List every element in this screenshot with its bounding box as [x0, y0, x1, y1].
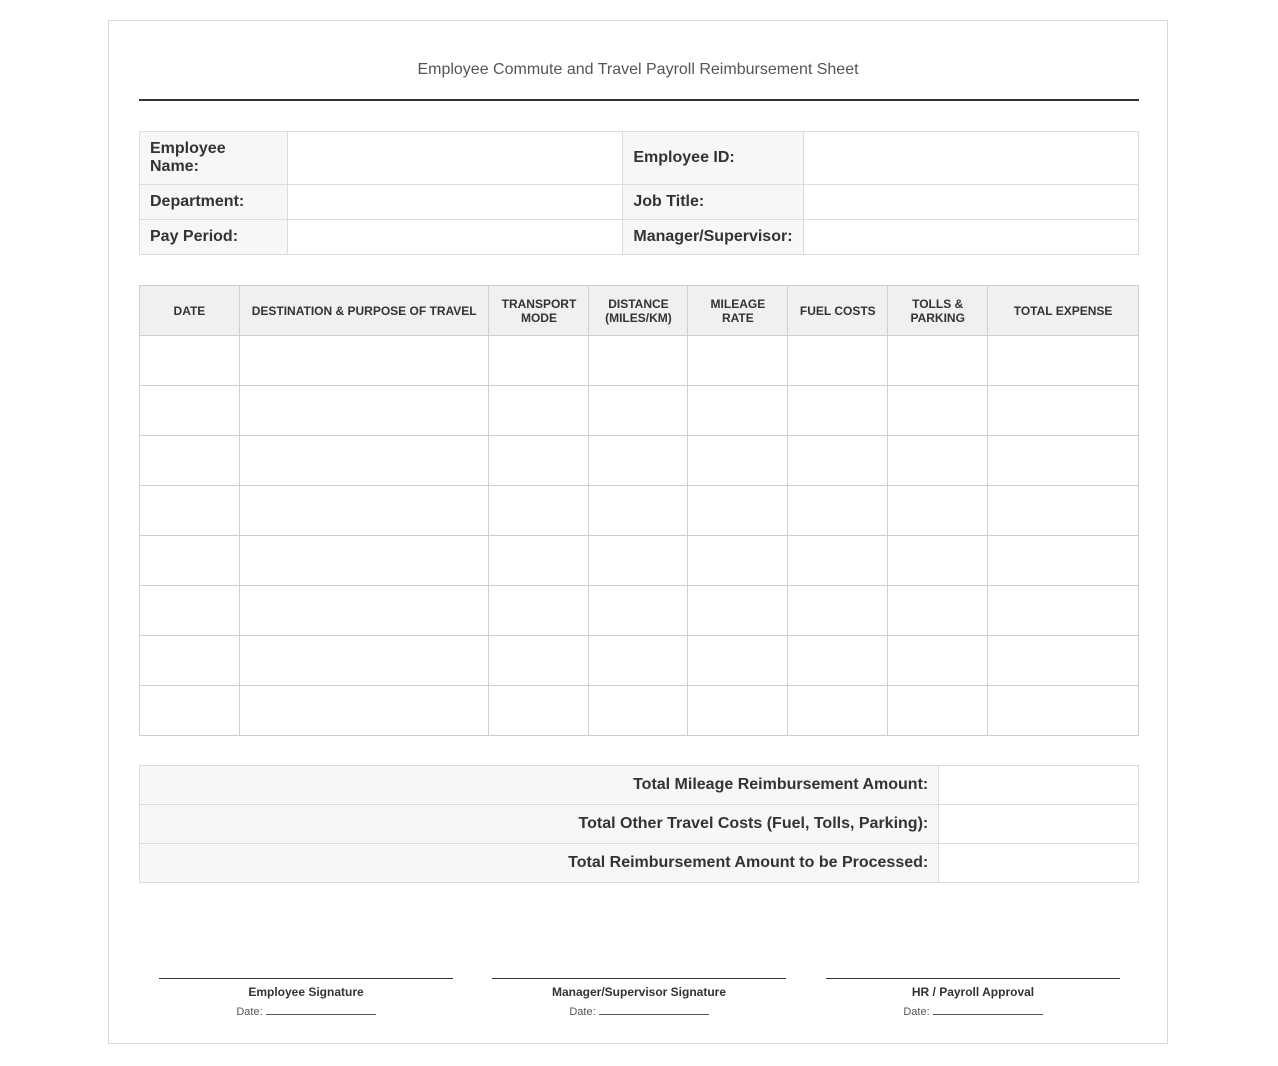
- table-cell[interactable]: [489, 636, 589, 686]
- table-cell[interactable]: [489, 486, 589, 536]
- table-cell[interactable]: [589, 586, 688, 636]
- table-cell[interactable]: [888, 336, 988, 386]
- department-field[interactable]: [287, 185, 622, 220]
- department-label: Department:: [140, 185, 288, 220]
- table-cell[interactable]: [688, 686, 788, 736]
- table-cell[interactable]: [988, 486, 1139, 536]
- employee-id-field[interactable]: [803, 132, 1138, 185]
- total-mileage-label: Total Mileage Reimbursement Amount:: [140, 766, 939, 805]
- job-title-label: Job Title:: [623, 185, 803, 220]
- table-cell[interactable]: [988, 586, 1139, 636]
- table-cell[interactable]: [140, 486, 240, 536]
- table-cell[interactable]: [988, 536, 1139, 586]
- table-cell[interactable]: [888, 386, 988, 436]
- signature-line[interactable]: [492, 978, 786, 979]
- column-header-destination: DESTINATION & PURPOSE OF TRAVEL: [239, 286, 489, 336]
- table-cell[interactable]: [239, 586, 489, 636]
- manager-signature-date: [492, 1004, 786, 1018]
- table-row: [140, 536, 1139, 586]
- signature-line[interactable]: [826, 978, 1120, 979]
- table-cell[interactable]: [140, 686, 240, 736]
- table-row: [140, 336, 1139, 386]
- table-cell[interactable]: [888, 436, 988, 486]
- employee-signature-date: [159, 1004, 453, 1018]
- total-reimbursement-field[interactable]: [939, 844, 1139, 883]
- table-cell[interactable]: [140, 636, 240, 686]
- page-title: Employee Commute and Travel Payroll Reimbursement Sheet: [417, 61, 859, 78]
- table-row: [140, 486, 1139, 536]
- hr-approval-label: HR / Payroll Approval: [911, 985, 1035, 999]
- employee-id-label: Employee ID:: [623, 132, 803, 185]
- column-header-distance: DISTANCE (MILES/KM): [589, 286, 688, 336]
- table-cell[interactable]: [489, 386, 589, 436]
- table-cell[interactable]: [688, 486, 788, 536]
- table-cell[interactable]: [489, 536, 589, 586]
- table-cell[interactable]: [688, 536, 788, 586]
- table-cell[interactable]: [239, 486, 489, 536]
- table-cell[interactable]: [888, 636, 988, 686]
- table-cell[interactable]: [589, 436, 688, 486]
- date-label: Date:: [903, 1006, 930, 1018]
- table-cell[interactable]: [140, 436, 240, 486]
- table-header-row: [140, 286, 1139, 336]
- table-cell[interactable]: [589, 686, 688, 736]
- table-cell[interactable]: [688, 436, 788, 486]
- table-cell[interactable]: [489, 686, 589, 736]
- total-reimbursement-row: [140, 844, 1139, 883]
- table-cell[interactable]: [239, 536, 489, 586]
- table-cell[interactable]: [589, 486, 688, 536]
- column-header-transport-mode: TRANSPORT MODE: [489, 286, 589, 336]
- column-header-total-expense: TOTAL EXPENSE: [988, 286, 1139, 336]
- column-header-mileage-rate: MILEAGE RATE: [688, 286, 788, 336]
- table-cell[interactable]: [788, 536, 888, 586]
- date-label: Date:: [569, 1006, 596, 1018]
- table-cell[interactable]: [888, 486, 988, 536]
- table-cell[interactable]: [988, 336, 1139, 386]
- date-line[interactable]: [599, 1004, 709, 1015]
- table-cell[interactable]: [589, 536, 688, 586]
- table-cell[interactable]: [489, 586, 589, 636]
- table-cell[interactable]: [888, 586, 988, 636]
- table-cell[interactable]: [988, 636, 1139, 686]
- date-line[interactable]: [933, 1004, 1043, 1015]
- table-cell[interactable]: [888, 686, 988, 736]
- table-row: [140, 586, 1139, 636]
- date-label: Date:: [236, 1006, 263, 1018]
- table-cell[interactable]: [888, 536, 988, 586]
- table-row: [140, 436, 1139, 486]
- total-reimbursement-label: Total Reimbursement Amount to be Processed:: [140, 844, 939, 883]
- hr-approval-block: [826, 978, 1120, 1018]
- pay-period-field[interactable]: [287, 220, 622, 255]
- table-cell[interactable]: [688, 586, 788, 636]
- table-cell[interactable]: [239, 336, 489, 386]
- table-cell[interactable]: [140, 336, 240, 386]
- hr-approval-date: [826, 1004, 1120, 1018]
- title-divider: [139, 99, 1139, 101]
- travel-log-table: [139, 285, 1139, 736]
- column-header-date: DATE: [140, 286, 240, 336]
- table-cell[interactable]: [788, 336, 888, 386]
- table-cell[interactable]: [489, 336, 589, 386]
- column-header-fuel-costs: FUEL COSTS: [788, 286, 888, 336]
- table-row: [140, 636, 1139, 686]
- signature-line[interactable]: [159, 978, 453, 979]
- manager-signature-block: [492, 978, 786, 1018]
- table-cell[interactable]: [788, 636, 888, 686]
- totals-table: [139, 765, 1139, 883]
- table-cell[interactable]: [239, 686, 489, 736]
- table-cell[interactable]: [489, 436, 589, 486]
- table-cell[interactable]: [239, 636, 489, 686]
- employee-signature-block: [159, 978, 453, 1018]
- total-other-costs-row: [140, 805, 1139, 844]
- job-title-field[interactable]: [803, 185, 1138, 220]
- table-cell[interactable]: [788, 436, 888, 486]
- table-cell[interactable]: [988, 686, 1139, 736]
- table-cell[interactable]: [988, 436, 1139, 486]
- manager-signature-label: Manager/Supervisor Signature: [551, 985, 727, 999]
- reimbursement-sheet: [108, 20, 1168, 1044]
- table-cell[interactable]: [140, 386, 240, 436]
- table-row: [140, 386, 1139, 436]
- manager-label: Manager/Supervisor:: [623, 220, 803, 255]
- total-other-costs-field[interactable]: [939, 805, 1139, 844]
- date-line[interactable]: [266, 1004, 376, 1015]
- pay-period-label: Pay Period:: [140, 220, 288, 255]
- table-cell[interactable]: [589, 336, 688, 386]
- total-mileage-row: [140, 766, 1139, 805]
- table-cell[interactable]: [239, 436, 489, 486]
- manager-field[interactable]: [803, 220, 1138, 255]
- table-cell[interactable]: [589, 386, 688, 436]
- table-cell[interactable]: [140, 536, 240, 586]
- table-row: [140, 686, 1139, 736]
- table-cell[interactable]: [788, 686, 888, 736]
- table-cell[interactable]: [140, 586, 240, 636]
- employee-name-label: Employee Name:: [140, 132, 288, 185]
- table-cell[interactable]: [788, 386, 888, 436]
- employee-info-table: [139, 131, 1139, 255]
- table-cell[interactable]: [688, 336, 788, 386]
- table-cell[interactable]: [788, 486, 888, 536]
- table-cell[interactable]: [688, 636, 788, 686]
- employee-signature-label: Employee Signature: [248, 985, 364, 999]
- table-cell[interactable]: [988, 386, 1139, 436]
- table-cell[interactable]: [239, 386, 489, 436]
- table-cell[interactable]: [589, 636, 688, 686]
- column-header-tolls-parking: TOLLS & PARKING: [888, 286, 988, 336]
- table-cell[interactable]: [788, 586, 888, 636]
- table-cell[interactable]: [688, 386, 788, 436]
- total-mileage-field[interactable]: [939, 766, 1139, 805]
- employee-name-field[interactable]: [287, 132, 622, 185]
- total-other-costs-label: Total Other Travel Costs (Fuel, Tolls, Parking):: [140, 805, 939, 844]
